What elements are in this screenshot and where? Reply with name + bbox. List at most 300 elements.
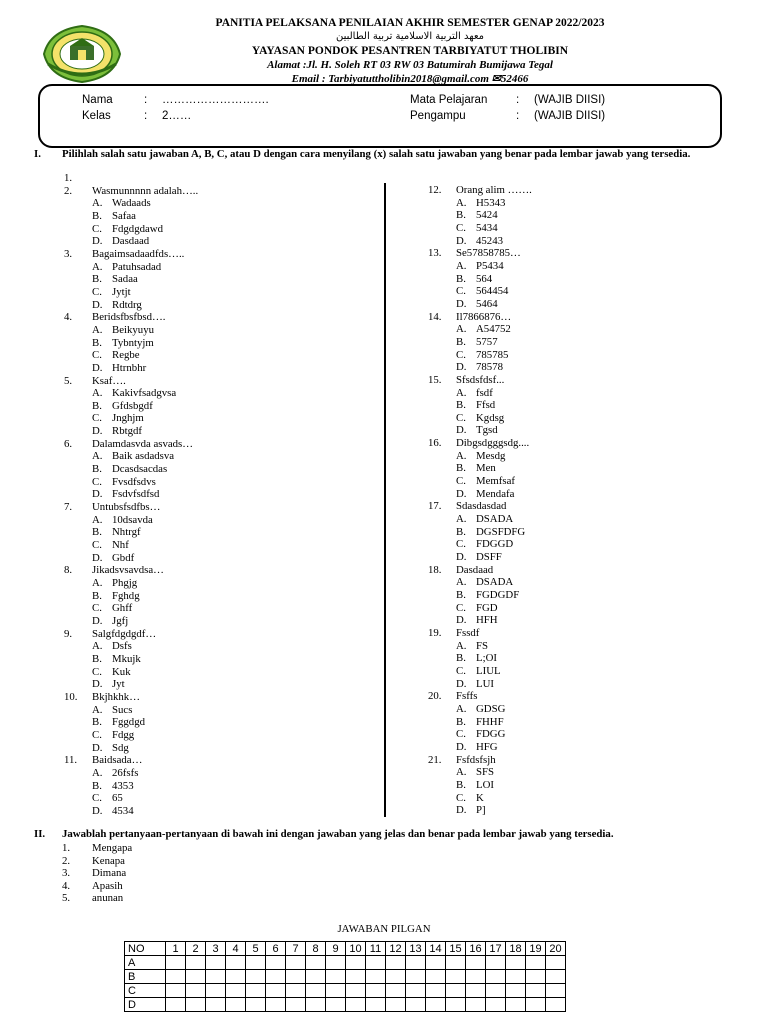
nama-field[interactable]: ………………………. (162, 94, 269, 106)
essay-number: 5. (62, 892, 71, 904)
option-text: Mesdg (476, 449, 506, 462)
option-letter: A. (456, 576, 467, 589)
option-text: L;OI (476, 652, 497, 665)
answer-option[interactable] (426, 602, 746, 615)
essay-question: Apasih (92, 879, 123, 892)
option-letter: B. (456, 715, 466, 728)
answer-option[interactable] (62, 704, 372, 717)
answer-cell[interactable] (326, 984, 346, 998)
answer-cell[interactable] (506, 984, 526, 998)
answer-option[interactable] (62, 197, 372, 210)
answer-cell[interactable] (206, 998, 226, 1012)
answer-cell[interactable] (286, 970, 306, 984)
option-text: Mkujk (112, 652, 141, 665)
option-letter: D. (92, 741, 103, 754)
answer-option[interactable] (426, 779, 746, 792)
answer-sheet-title: JAWABAN PILGAN (337, 923, 431, 935)
answer-option[interactable] (62, 678, 372, 691)
answer-cell[interactable] (306, 956, 326, 970)
option-letter: C. (456, 475, 466, 488)
option-letter: D. (92, 551, 103, 564)
answer-cell[interactable] (266, 998, 286, 1012)
answer-option[interactable] (426, 766, 746, 779)
option-text: Nhf (112, 539, 129, 552)
answer-cell[interactable] (326, 956, 346, 970)
answer-option[interactable] (62, 210, 372, 223)
answer-number-cell: 14 (426, 942, 446, 956)
option-letter: D. (92, 298, 103, 311)
answer-number-cell: 1 (166, 942, 186, 956)
option-text: A54752 (476, 323, 511, 336)
answer-no-header: NO (125, 942, 166, 956)
answer-option[interactable] (426, 462, 746, 475)
answer-cell[interactable] (426, 984, 446, 998)
answer-option[interactable] (426, 526, 746, 539)
answer-cell[interactable] (526, 984, 546, 998)
answer-option[interactable] (426, 589, 746, 602)
answer-cell[interactable] (466, 998, 486, 1012)
answer-cell[interactable] (366, 984, 386, 998)
answer-cell[interactable] (166, 998, 186, 1012)
option-letter: B. (92, 589, 102, 602)
answer-option[interactable] (426, 716, 746, 729)
answer-cell[interactable] (386, 984, 406, 998)
answer-cell[interactable] (346, 956, 366, 970)
answer-cell[interactable] (246, 984, 266, 998)
answer-option[interactable] (426, 513, 746, 526)
answer-number-cell: 11 (366, 942, 386, 956)
answer-option[interactable] (426, 488, 746, 501)
question-number: 5. (64, 374, 73, 387)
answer-option[interactable] (62, 235, 372, 248)
answer-cell[interactable] (326, 970, 346, 984)
option-text: 564454 (476, 285, 509, 298)
answer-option[interactable] (62, 261, 372, 274)
option-letter: C. (92, 475, 102, 488)
answer-option[interactable] (426, 450, 746, 463)
question-number: 13. (428, 247, 442, 260)
answer-option[interactable] (426, 678, 746, 691)
answer-cell[interactable] (446, 970, 466, 984)
answer-cell[interactable] (246, 998, 266, 1012)
section2-number: II. (34, 828, 46, 840)
answer-option[interactable] (426, 665, 746, 678)
answer-cell[interactable] (206, 956, 226, 970)
answer-cell[interactable] (486, 970, 506, 984)
address: Alamat :Jl. H. Soleh RT 03 RW 03 Batumirah Bumijawa Tegal (267, 59, 553, 71)
questions-left-column (62, 172, 372, 817)
answer-option[interactable] (426, 703, 746, 716)
answer-cell[interactable] (246, 956, 266, 970)
answer-cell[interactable] (526, 970, 546, 984)
answer-cell[interactable] (186, 984, 206, 998)
question-number: 11. (64, 754, 78, 767)
answer-option[interactable] (426, 323, 746, 336)
answer-option[interactable] (426, 538, 746, 551)
essay-number: 4. (62, 879, 71, 892)
option-text: Phgjg (112, 577, 138, 589)
option-letter: C. (456, 664, 466, 677)
answer-option[interactable] (62, 425, 372, 438)
question-item (426, 311, 746, 324)
answer-number-cell: 18 (506, 942, 526, 956)
answer-option[interactable] (426, 652, 746, 665)
answer-cell[interactable] (446, 956, 466, 970)
option-text: Dasdaad (112, 235, 150, 248)
option-letter: A. (92, 260, 103, 273)
answer-option[interactable] (62, 590, 372, 603)
answer-option[interactable] (62, 552, 372, 565)
essay-item (62, 892, 132, 905)
answer-cell[interactable] (506, 956, 526, 970)
mapel-field[interactable]: (WAJIB DIISI) (534, 94, 606, 106)
answer-option[interactable] (62, 539, 372, 552)
answer-cell[interactable] (226, 998, 246, 1012)
answer-option[interactable] (426, 197, 746, 210)
answer-option[interactable] (62, 805, 372, 818)
pengampu-field[interactable]: (WAJIB DIISI) (534, 110, 606, 122)
kelas-field[interactable]: 2…… (162, 110, 192, 122)
option-letter: A. (92, 766, 103, 779)
answer-cell[interactable] (466, 984, 486, 998)
option-text: LOI (476, 778, 494, 791)
answer-option[interactable] (62, 792, 372, 805)
answer-option[interactable] (62, 514, 372, 527)
answer-option[interactable] (62, 653, 372, 666)
answer-cell[interactable] (546, 998, 566, 1012)
essay-number: 3. (62, 867, 71, 879)
answer-option[interactable] (426, 741, 746, 754)
option-letter: B. (92, 526, 102, 539)
answer-option[interactable] (62, 615, 372, 628)
answer-cell[interactable] (246, 970, 266, 984)
option-text: Sdg (112, 741, 129, 754)
kelas-separator: : (144, 110, 148, 122)
option-text: Memfsaf (476, 475, 515, 488)
answer-option[interactable] (426, 475, 746, 488)
answer-cell[interactable] (306, 970, 326, 984)
answer-cell[interactable] (466, 956, 486, 970)
option-letter: B. (92, 336, 102, 349)
answer-option[interactable] (426, 387, 746, 400)
answer-option[interactable] (62, 349, 372, 362)
option-text: Nhtrgf (112, 526, 141, 539)
question-text: Fssdf (456, 626, 480, 639)
answer-cell[interactable] (306, 998, 326, 1012)
answer-number-cell: 4 (226, 942, 246, 956)
answer-cell[interactable] (546, 970, 566, 984)
option-letter: A. (92, 387, 103, 400)
option-letter: D. (92, 425, 103, 438)
option-text: GDSG (476, 702, 506, 715)
option-letter: B. (92, 716, 102, 729)
answer-cell[interactable] (186, 998, 206, 1012)
answer-option[interactable] (62, 324, 372, 337)
option-letter: B. (456, 335, 466, 348)
option-text: Htrnbhr (112, 361, 147, 374)
option-letter: C. (456, 728, 466, 741)
answer-option[interactable] (62, 602, 372, 615)
answer-cell[interactable] (206, 984, 226, 998)
option-letter: B. (92, 779, 102, 792)
answer-option[interactable] (426, 640, 746, 653)
answer-option[interactable] (62, 666, 372, 679)
answer-option[interactable] (62, 640, 372, 653)
answer-option[interactable] (426, 222, 746, 235)
answer-cell[interactable] (166, 970, 186, 984)
answer-cell[interactable] (306, 984, 326, 998)
questions-right-column (426, 184, 746, 817)
answer-option[interactable] (62, 716, 372, 729)
option-letter: C. (92, 412, 102, 425)
answer-option[interactable] (426, 576, 746, 589)
answer-option[interactable] (62, 299, 372, 312)
answer-option[interactable] (62, 362, 372, 375)
answer-option[interactable] (426, 349, 746, 362)
option-letter: B. (92, 652, 102, 665)
answer-cell[interactable] (526, 998, 546, 1012)
answer-cell[interactable] (366, 956, 386, 970)
option-letter: B. (92, 209, 102, 222)
answer-option[interactable] (62, 577, 372, 590)
answer-number-cell: 5 (246, 942, 266, 956)
option-letter: C. (456, 348, 466, 361)
question-text: Ksaf…. (92, 374, 126, 387)
answer-option[interactable] (62, 412, 372, 425)
answer-number-cell: 15 (446, 942, 466, 956)
answer-cell[interactable] (386, 956, 406, 970)
answer-option[interactable] (426, 792, 746, 805)
option-letter: B. (456, 209, 466, 222)
answer-cell[interactable] (406, 998, 426, 1012)
option-text: Sadaa (112, 273, 138, 286)
answer-cell[interactable] (346, 998, 366, 1012)
answer-cell[interactable] (446, 998, 466, 1012)
answer-cell[interactable] (266, 970, 286, 984)
answer-option[interactable] (62, 337, 372, 350)
question-text: Fsfdsfsjh (456, 753, 496, 766)
answer-cell[interactable] (486, 984, 506, 998)
answer-cell[interactable] (406, 956, 426, 970)
question-item (62, 691, 372, 704)
option-text: 564 (476, 272, 493, 285)
answer-option[interactable] (62, 767, 372, 780)
answer-cell[interactable] (226, 984, 246, 998)
answer-cell[interactable] (426, 998, 446, 1012)
answer-cell[interactable] (186, 956, 206, 970)
kelas-label: Kelas (82, 110, 111, 122)
answer-cell[interactable] (506, 998, 526, 1012)
section2-instruction: Jawablah pertanyaan-pertanyaan di bawah ini dengan jawaban yang jelas dan benar pada lembar jawab yang tersedia. (62, 828, 614, 840)
answer-option[interactable] (426, 273, 746, 286)
question-number: 20. (428, 690, 442, 703)
essay-item (62, 880, 132, 893)
answer-number-cell: 6 (266, 942, 286, 956)
option-letter: C. (456, 601, 466, 614)
option-text: Fvsdfsdvs (112, 475, 156, 488)
question-item (426, 374, 746, 387)
answer-cell[interactable] (346, 984, 366, 998)
answer-cell[interactable] (386, 970, 406, 984)
answer-cell[interactable] (546, 984, 566, 998)
answer-option[interactable] (426, 551, 746, 564)
answer-cell[interactable] (166, 984, 186, 998)
essay-question: Mengapa (92, 842, 133, 854)
option-text: Tybntyjm (112, 336, 154, 349)
option-letter: D. (92, 361, 103, 374)
essay-number: 2. (62, 854, 71, 867)
option-letter: A. (456, 513, 467, 526)
answer-option[interactable] (426, 235, 746, 248)
section1-instruction: Pilihlah salah satu jawaban A, B, C, atau D dengan cara menyilang (x) salah satu jawaban yang benar pada lembar jawab yang tersedia. (62, 148, 691, 160)
answer-cell[interactable] (186, 970, 206, 984)
option-letter: D. (456, 804, 467, 817)
answer-cell[interactable] (286, 984, 306, 998)
answer-option[interactable] (426, 361, 746, 374)
option-letter: A. (456, 766, 467, 779)
option-text: LUI (476, 677, 494, 690)
question-item (62, 185, 372, 198)
answer-cell[interactable] (326, 998, 346, 1012)
option-letter: C. (92, 539, 102, 552)
answer-option[interactable] (426, 424, 746, 437)
answer-number-cell: 12 (386, 942, 406, 956)
option-letter: C. (456, 285, 466, 298)
question-number: 8. (64, 564, 73, 577)
option-letter: D. (456, 614, 467, 627)
answer-cell[interactable] (166, 956, 186, 970)
answer-cell[interactable] (426, 970, 446, 984)
question-number: 14. (428, 310, 442, 323)
option-letter: B. (456, 525, 466, 538)
option-letter: D. (92, 488, 103, 501)
question-number: 12. (428, 184, 442, 196)
answer-cell[interactable] (286, 998, 306, 1012)
option-text: Dsfs (112, 640, 132, 653)
nama-label: Nama (82, 94, 113, 106)
option-letter: B. (456, 399, 466, 412)
answer-option[interactable] (62, 223, 372, 236)
option-text: Fsdvfsdfsd (112, 488, 160, 501)
option-text: Sucs (112, 703, 133, 716)
answer-option[interactable] (62, 476, 372, 489)
answer-cell[interactable] (486, 956, 506, 970)
question-number: 2. (64, 184, 73, 197)
option-text: Safaa (112, 209, 136, 222)
answer-option[interactable] (426, 209, 746, 222)
answer-number-cell: 3 (206, 942, 226, 956)
answer-option[interactable] (426, 285, 746, 298)
option-text: Gbdf (112, 551, 135, 564)
question-item (62, 438, 372, 451)
option-text: Ffsd (476, 399, 496, 412)
answer-cell[interactable] (466, 970, 486, 984)
answer-cell[interactable] (446, 984, 466, 998)
question-text: Dalamdasvda asvads… (92, 437, 194, 450)
option-letter: D. (456, 424, 467, 437)
answer-option[interactable] (426, 804, 746, 817)
answer-cell[interactable] (406, 970, 426, 984)
answer-option[interactable] (426, 412, 746, 425)
answer-option[interactable] (62, 742, 372, 755)
question-number: 17. (428, 500, 442, 513)
answer-cell[interactable] (266, 984, 286, 998)
answer-cell[interactable] (426, 956, 446, 970)
answer-cell[interactable] (266, 956, 286, 970)
answer-option[interactable] (62, 780, 372, 793)
option-text: K (476, 791, 484, 804)
question-item (426, 564, 746, 577)
question-text: Bagaimsadaadfds….. (92, 247, 185, 260)
answer-cell[interactable] (546, 956, 566, 970)
answer-option[interactable] (62, 273, 372, 286)
option-text: Mendafa (476, 487, 515, 500)
option-letter: A. (92, 640, 103, 653)
answer-option[interactable] (426, 399, 746, 412)
option-letter: C. (92, 349, 102, 362)
question-number: 1. (64, 172, 73, 184)
option-text: 4534 (112, 804, 134, 817)
option-letter: D. (456, 234, 467, 247)
answer-option[interactable] (62, 286, 372, 299)
answer-cell[interactable] (346, 970, 366, 984)
question-text: Fsffs (456, 690, 478, 703)
option-letter: D. (456, 677, 467, 690)
answer-option[interactable] (426, 260, 746, 273)
answer-cell[interactable] (406, 984, 426, 998)
answer-cell[interactable] (226, 970, 246, 984)
answer-option[interactable] (426, 614, 746, 627)
answer-cell[interactable] (506, 970, 526, 984)
option-letter: C. (456, 221, 466, 234)
option-letter: A. (456, 259, 467, 272)
question-number: 16. (428, 437, 442, 450)
question-number: 6. (64, 437, 73, 450)
answer-option[interactable] (62, 729, 372, 742)
answer-cell[interactable] (206, 970, 226, 984)
answer-cell[interactable] (366, 970, 386, 984)
answer-cell[interactable] (366, 998, 386, 1012)
answer-option[interactable] (426, 298, 746, 311)
answer-cell[interactable] (226, 956, 246, 970)
answer-number-cell: 20 (546, 942, 566, 956)
option-letter: B. (92, 463, 102, 476)
answer-option[interactable] (62, 450, 372, 463)
answer-option[interactable] (62, 463, 372, 476)
question-text: Dibgsdgggsdg.... (456, 437, 530, 450)
option-text: Fghdg (112, 589, 140, 602)
essay-item (62, 855, 132, 868)
answer-option[interactable] (62, 400, 372, 413)
option-text: SFS (476, 766, 495, 779)
answer-option-label: A (125, 956, 166, 970)
answer-cell[interactable] (386, 998, 406, 1012)
option-letter: D. (456, 740, 467, 753)
answer-cell[interactable] (526, 956, 546, 970)
answer-cell[interactable] (486, 998, 506, 1012)
option-text: HFG (476, 740, 498, 753)
answer-cell[interactable] (286, 956, 306, 970)
option-text: DSADA (476, 513, 514, 526)
answer-option[interactable] (62, 387, 372, 400)
option-letter: A. (92, 197, 103, 210)
answer-option[interactable] (426, 336, 746, 349)
option-text: Jgfj (112, 614, 129, 627)
answer-option[interactable] (426, 728, 746, 741)
answer-option[interactable] (62, 488, 372, 501)
question-number: 7. (64, 501, 73, 514)
answer-option[interactable] (62, 526, 372, 539)
